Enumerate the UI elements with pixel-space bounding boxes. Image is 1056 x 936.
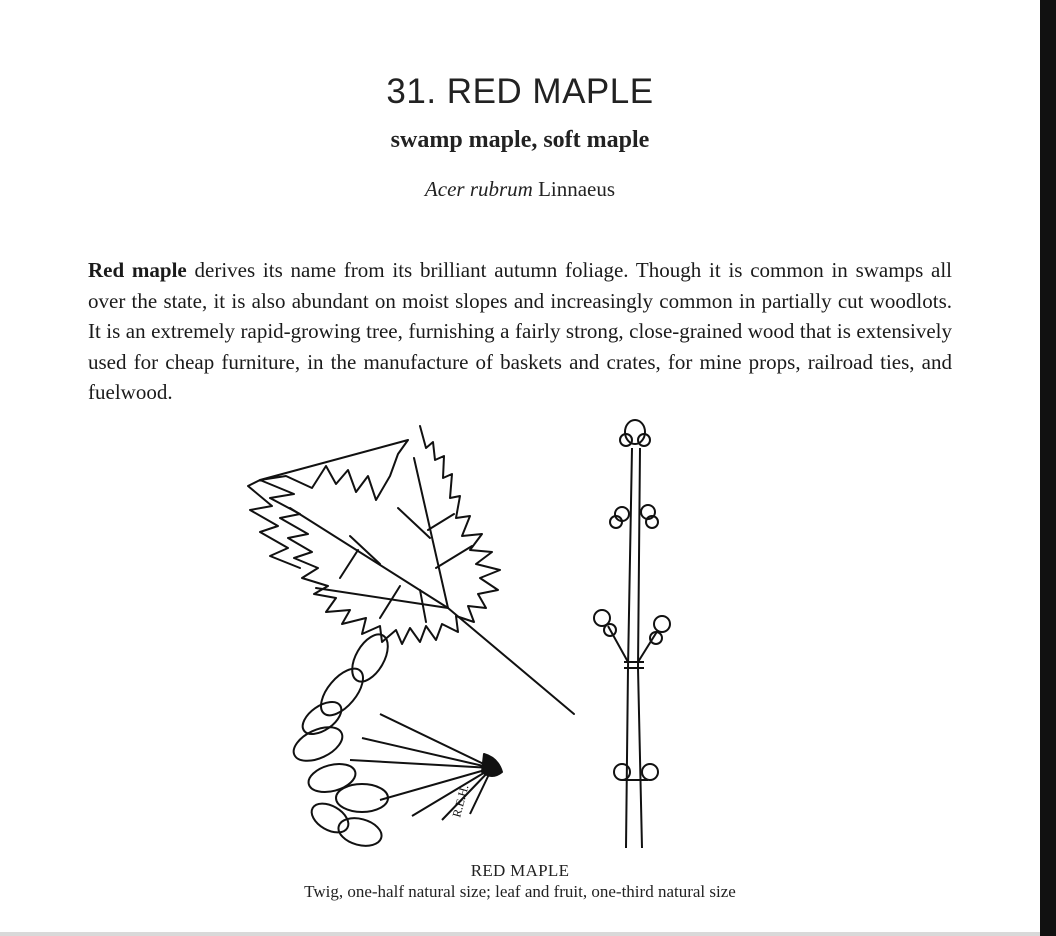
description-paragraph — [88, 255, 952, 408]
scientific-name — [0, 177, 1040, 202]
leaf-midrib — [414, 458, 448, 608]
common-names: swamp maple, soft maple — [390, 127, 650, 153]
scientific-author: Linnaeus — [538, 177, 616, 201]
description-text: derives its name from its brilliant autumn foliage. Though it is common in swamps all over the state, it is also abundant on moist slopes and increasingly common in partially cut woodlots. It is an extremely rapid-growing tree, furnishing a fairly strong, close-grained wood that is extensively used for cheap furniture, in the manufacture of baskets and crates, for mine props, railroad ties, and fuelwood. — [88, 258, 952, 404]
twig-stem — [626, 448, 642, 848]
botanical-illustration — [230, 418, 700, 858]
page-bottom-edge — [0, 932, 1040, 936]
twig-bud — [625, 420, 645, 444]
lead-term: Red maple — [88, 258, 187, 282]
scientific-binomial: Acer rubrum — [424, 177, 533, 201]
leaf-outline — [248, 426, 500, 644]
figure-caption-text: Twig, one-half natural size; leaf and fruit, one-third natural size — [304, 882, 736, 901]
viewer-edge — [1040, 0, 1056, 936]
artist-initials: R.E.H. — [449, 783, 472, 819]
fruit-stalks — [350, 714, 492, 820]
page-title: 31. RED MAPLE — [386, 72, 654, 111]
illustration-svg — [230, 418, 700, 858]
figure-caption-title: RED MAPLE — [470, 861, 570, 880]
